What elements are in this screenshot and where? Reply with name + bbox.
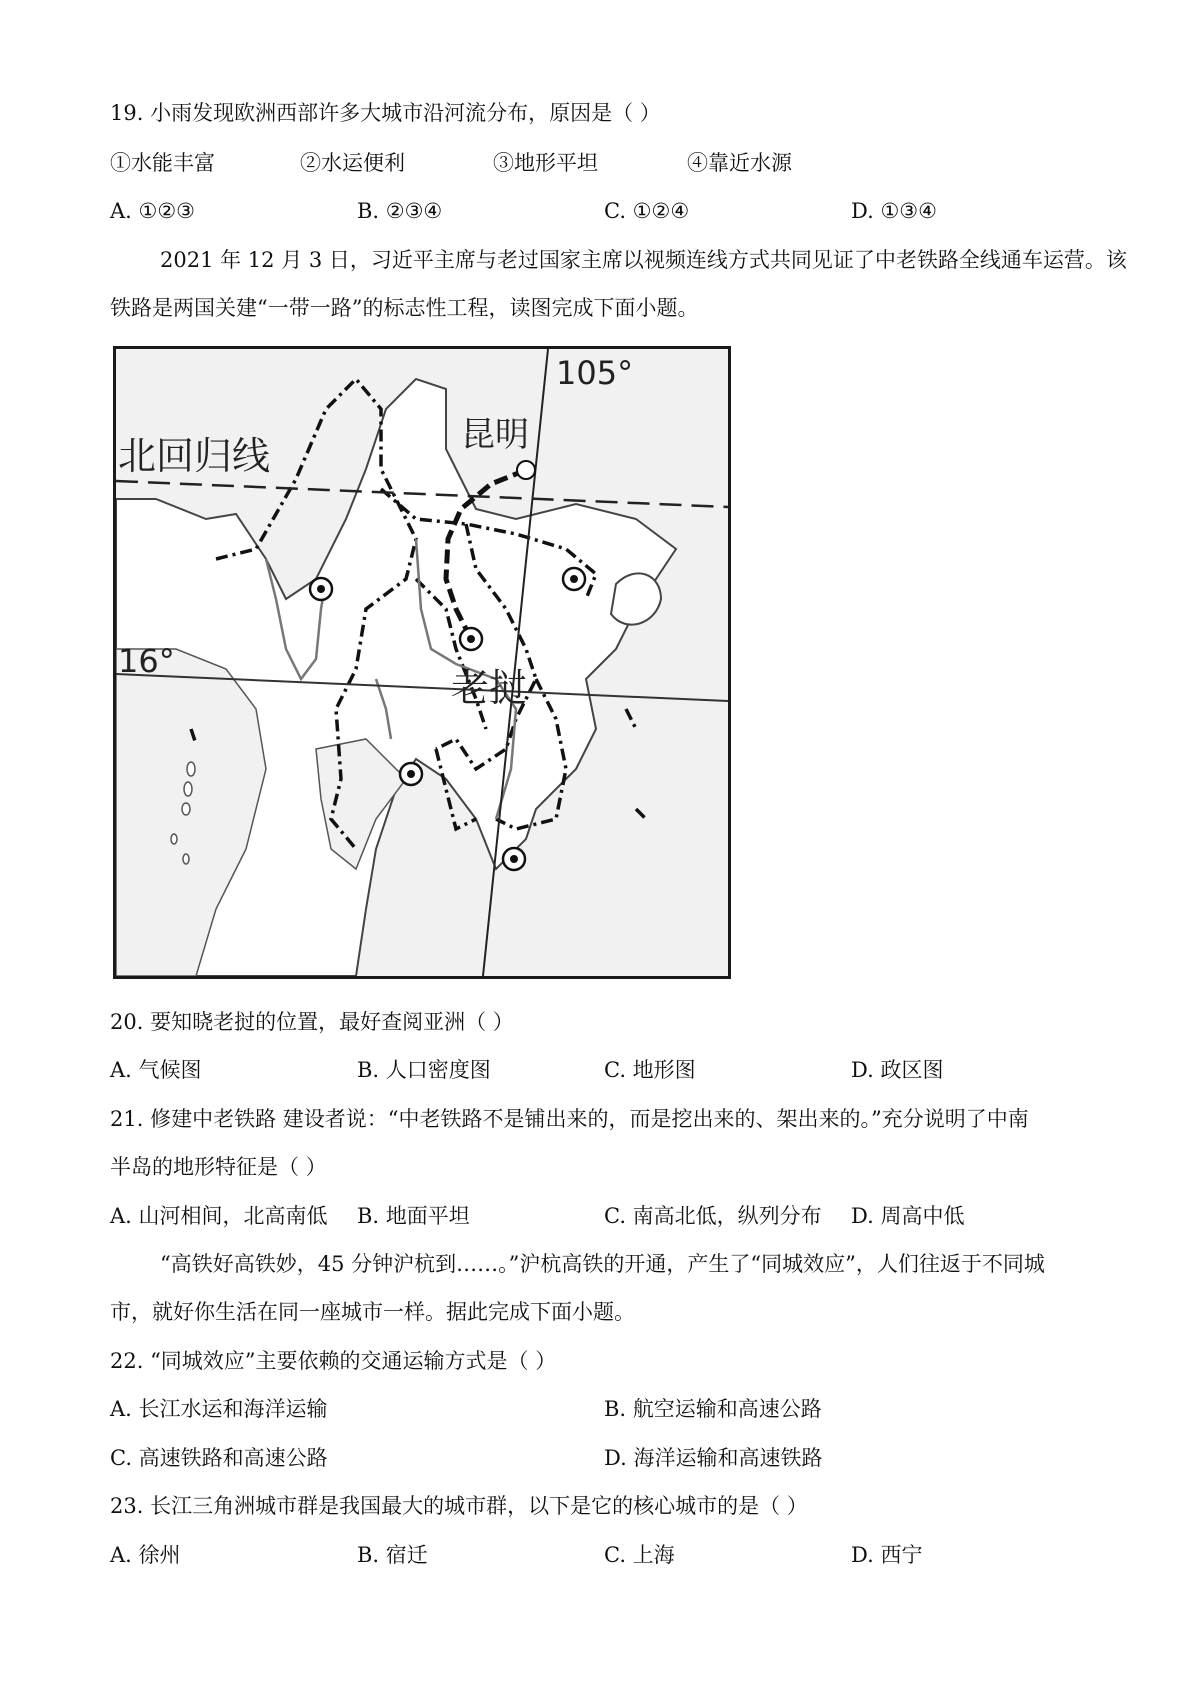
q19-item-2: ②水运便利 xyxy=(300,151,405,175)
q20-option-d: D. 政区图 xyxy=(851,1058,944,1082)
q19-option-b: B. ②③④ xyxy=(357,199,443,223)
map-label-laos: 老挝 xyxy=(451,666,528,710)
q20-option-b: B. 人口密度图 xyxy=(357,1058,491,1082)
q22-option-b: B. 航空运输和高速公路 xyxy=(604,1397,822,1421)
q20-options xyxy=(110,1055,1100,1085)
q22-options-row1 xyxy=(110,1394,1100,1424)
q21-stem-line2: 半岛的地形特征是（ ） xyxy=(110,1155,327,1179)
passage1-line2: 铁路是两国关建“一带一路”的标志性工程，读图完成下面小题。 xyxy=(110,296,699,320)
map-hainan-island xyxy=(611,573,661,624)
q22-option-c: C. 高速铁路和高速公路 xyxy=(110,1446,328,1470)
q19-item-3: ③地形平坦 xyxy=(493,151,598,175)
q21-option-d: D. 周高中低 xyxy=(851,1204,965,1228)
city-hanoi xyxy=(563,568,585,590)
map-label-16: 16° xyxy=(118,642,175,680)
q22-option-a: A. 长江水运和海洋运输 xyxy=(110,1397,328,1421)
q19-option-c: C. ①②④ xyxy=(604,199,690,223)
city-bangkok xyxy=(400,763,422,785)
map-label-105: 105° xyxy=(556,354,634,392)
q19-items xyxy=(110,148,1100,178)
city-kunming xyxy=(517,461,535,479)
passage1-line1: 2021 年 12 月 3 日，习近平主席与老过国家主席以视频连线方式共同见证了中老铁路全线通车运营。该 xyxy=(160,248,1127,272)
q21-option-c: C. 南高北低，纵列分布 xyxy=(604,1204,822,1228)
q22-option-d: D. 海洋运输和高速铁路 xyxy=(604,1446,823,1470)
map-drawing xyxy=(116,349,728,976)
city-phnom-penh xyxy=(503,848,525,870)
map-label-tropic: 北回归线 xyxy=(118,434,271,478)
q23-option-c: C. 上海 xyxy=(604,1543,675,1567)
city-vientiane xyxy=(460,628,482,650)
q19-item-4: ④靠近水源 xyxy=(687,151,792,175)
q20-option-c: C. 地形图 xyxy=(604,1058,696,1082)
q21-option-a: A. 山河相间，北高南低 xyxy=(110,1204,328,1228)
q23-option-a: A. 徐州 xyxy=(110,1543,181,1567)
q23-option-b: B. 宿迁 xyxy=(357,1543,428,1567)
q20-stem: 20. 要知晓老挝的位置，最好查阅亚洲（ ） xyxy=(110,1010,514,1034)
map-label-kunming: 昆明 xyxy=(461,415,529,455)
q19-option-d: D. ①③④ xyxy=(851,199,937,223)
q20-option-a: A. 气候图 xyxy=(110,1058,202,1082)
q21-stem-line1: 21. 修建中老铁路 建设者说：“中老铁路不是铺出来的，而是挖出来的、架出来的。”充分说明了中南 xyxy=(110,1107,1029,1131)
q22-options-row2 xyxy=(110,1443,1100,1473)
passage2-line1: “高铁好高铁妙，45 分钟沪杭到……。”沪杭高铁的开通，产生了“同城效应”，人们往返于不同城 xyxy=(160,1252,1045,1276)
city-capital-1 xyxy=(310,578,332,600)
q22-stem: 22. “同城效应”主要依赖的交通运输方式是（ ） xyxy=(110,1349,557,1373)
q21-options xyxy=(110,1201,1100,1231)
q19-stem: 19. 小雨发现欧洲西部许多大城市沿河流分布，原因是（ ） xyxy=(110,101,661,125)
q19-options xyxy=(110,196,1100,226)
q23-option-d: D. 西宁 xyxy=(851,1543,923,1567)
passage2-line2: 市，就好你生活在同一座城市一样。据此完成下面小题。 xyxy=(110,1300,635,1324)
indochina-map xyxy=(113,346,731,979)
q23-stem: 23. 长江三角洲城市群是我国最大的城市群，以下是它的核心城市的是（ ） xyxy=(110,1494,808,1518)
q19-option-a: A. ①②③ xyxy=(110,199,195,223)
q23-options xyxy=(110,1540,1100,1570)
q21-option-b: B. 地面平坦 xyxy=(357,1204,470,1228)
q19-item-1: ①水能丰富 xyxy=(110,151,215,175)
